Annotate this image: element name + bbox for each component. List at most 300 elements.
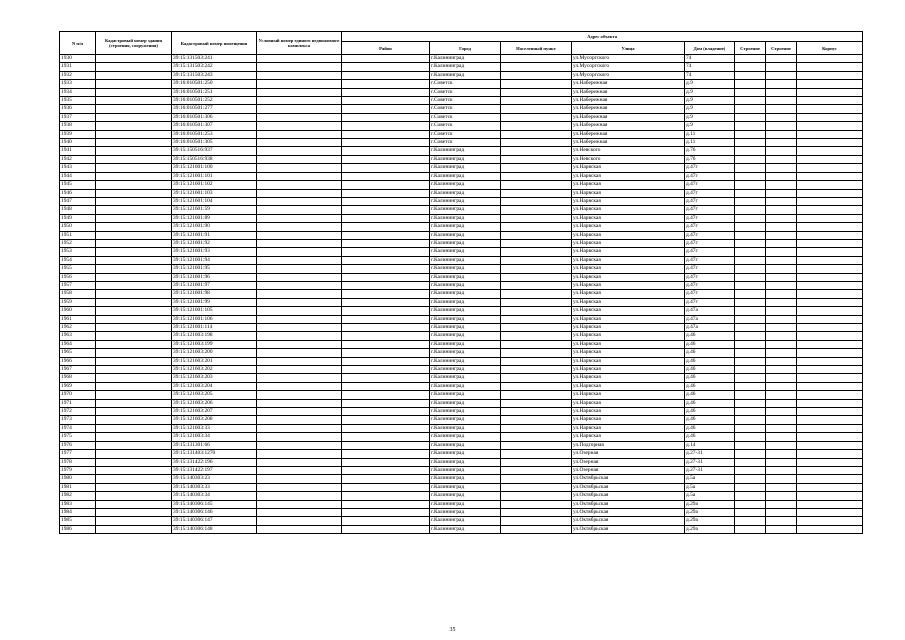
cell-building-1 — [735, 340, 766, 348]
cell-district — [342, 458, 430, 466]
cell-street: ул.Нарвская — [572, 408, 685, 416]
cell-building-2 — [766, 424, 797, 432]
cell-cadastral-building — [96, 155, 172, 163]
cell-complex-number — [257, 189, 342, 197]
table-row — [60, 139, 863, 147]
cell-city: г.Калининград — [430, 256, 501, 264]
cell-complex-number — [257, 475, 342, 483]
table-row — [60, 113, 863, 121]
table-row — [60, 517, 863, 525]
cell-settlement — [501, 88, 572, 96]
cell-corpus — [797, 357, 863, 365]
cell-building-2 — [766, 525, 797, 533]
cell-corpus — [797, 525, 863, 533]
cell-city: г.Калининград — [430, 466, 501, 474]
cell-street: ул.Нарвская — [572, 189, 685, 197]
cell-street: ул.Озерная — [572, 458, 685, 466]
header-num: N п/п — [60, 32, 96, 55]
cell-district — [342, 164, 430, 172]
cell-settlement — [501, 248, 572, 256]
table-row — [60, 155, 863, 163]
cell-corpus — [797, 147, 863, 155]
cell-corpus — [797, 458, 863, 466]
cell-building-2 — [766, 391, 797, 399]
cell-complex-number — [257, 391, 342, 399]
cell-cadastral-building — [96, 349, 172, 357]
header-house: Дом (владение) — [685, 42, 735, 55]
cell-house: д.27-31 — [685, 450, 735, 458]
cell-cadastral-room: 39:16:010501:306 — [172, 113, 257, 121]
cell-settlement — [501, 374, 572, 382]
cell-house: д.47г — [685, 197, 735, 205]
cell-corpus — [797, 374, 863, 382]
cell-cadastral-building — [96, 517, 172, 525]
cell-cadastral-building — [96, 382, 172, 390]
cell-num: 1937 — [60, 113, 96, 121]
cell-street: ул.Мусоргского — [572, 55, 685, 63]
cell-city: г.Калининград — [430, 391, 501, 399]
cell-district — [342, 424, 430, 432]
cell-corpus — [797, 441, 863, 449]
table-row — [60, 492, 863, 500]
cell-corpus — [797, 97, 863, 105]
cell-settlement — [501, 256, 572, 264]
cell-cadastral-room: 39:15:121601:97 — [172, 281, 257, 289]
table-row — [60, 80, 863, 88]
cell-cadastral-room: 39:16:010501:305 — [172, 139, 257, 147]
cell-settlement — [501, 399, 572, 407]
cell-cadastral-building — [96, 399, 172, 407]
cell-city: г.Советск — [430, 88, 501, 96]
cell-street: ул.Нарвская — [572, 424, 685, 432]
cell-house: д.5а — [685, 483, 735, 491]
table-row — [60, 164, 863, 172]
cell-house: 74 — [685, 63, 735, 71]
cell-cadastral-room: 39:15:140303:33 — [172, 483, 257, 491]
cell-settlement — [501, 71, 572, 79]
cell-complex-number — [257, 508, 342, 516]
cell-building-2 — [766, 324, 797, 332]
cell-settlement — [501, 408, 572, 416]
cell-street: ул.Нарвская — [572, 181, 685, 189]
cell-district — [342, 197, 430, 205]
cell-city: г.Калининград — [430, 248, 501, 256]
table-row — [60, 315, 863, 323]
table-row — [60, 374, 863, 382]
cell-cadastral-building — [96, 147, 172, 155]
cell-cadastral-room: 39:16:010501:250 — [172, 80, 257, 88]
cell-house: д.14 — [685, 441, 735, 449]
cell-num: 1971 — [60, 399, 96, 407]
cell-district — [342, 239, 430, 247]
table-row — [60, 172, 863, 180]
cell-cadastral-room: 39:15:140303:34 — [172, 492, 257, 500]
cell-building-2 — [766, 181, 797, 189]
cell-settlement — [501, 340, 572, 348]
table-row — [60, 450, 863, 458]
cell-house: д.9 — [685, 122, 735, 130]
table-row — [60, 63, 863, 71]
cell-complex-number — [257, 416, 342, 424]
table-body — [60, 55, 863, 534]
cell-cadastral-building — [96, 525, 172, 533]
cell-num: 1969 — [60, 382, 96, 390]
cell-complex-number — [257, 492, 342, 500]
cell-num: 1965 — [60, 349, 96, 357]
cell-street: ул.Подгорная — [572, 441, 685, 449]
cell-building-1 — [735, 189, 766, 197]
cell-cadastral-room: 39:15:121601:96 — [172, 273, 257, 281]
cell-building-2 — [766, 281, 797, 289]
table-row — [60, 290, 863, 298]
cell-district — [342, 450, 430, 458]
cell-street: ул.Нарвская — [572, 416, 685, 424]
table-row — [60, 366, 863, 374]
table-row — [60, 55, 863, 63]
cell-cadastral-room: 39:16:010501:277 — [172, 105, 257, 113]
cell-city: г.Калининград — [430, 189, 501, 197]
cell-corpus — [797, 307, 863, 315]
cell-complex-number — [257, 458, 342, 466]
cell-building-2 — [766, 63, 797, 71]
cell-building-1 — [735, 63, 766, 71]
cell-building-2 — [766, 256, 797, 264]
cell-street: ул.Октябрьская — [572, 500, 685, 508]
cell-district — [342, 206, 430, 214]
cell-city: г.Калининград — [430, 315, 501, 323]
cell-street: ул.Нарвская — [572, 332, 685, 340]
cell-cadastral-building — [96, 458, 172, 466]
cell-house: д.9 — [685, 105, 735, 113]
cell-corpus — [797, 399, 863, 407]
cell-num: 1950 — [60, 223, 96, 231]
cell-settlement — [501, 214, 572, 222]
cell-building-2 — [766, 399, 797, 407]
cell-building-1 — [735, 500, 766, 508]
cell-cadastral-room: 39:15:121603:208 — [172, 416, 257, 424]
header-complex-number: Условный номер единого недвижимого комплекса — [257, 32, 342, 55]
cell-street: ул.Нарвская — [572, 349, 685, 357]
cell-complex-number — [257, 399, 342, 407]
cell-district — [342, 155, 430, 163]
cell-settlement — [501, 424, 572, 432]
cell-building-1 — [735, 139, 766, 147]
cell-num: 1951 — [60, 231, 96, 239]
table-row — [60, 349, 863, 357]
cell-cadastral-room: 39:15:140306:145 — [172, 500, 257, 508]
cell-settlement — [501, 517, 572, 525]
cell-complex-number — [257, 525, 342, 533]
cell-district — [342, 63, 430, 71]
cell-num: 1949 — [60, 214, 96, 222]
cell-building-1 — [735, 239, 766, 247]
cell-num: 1956 — [60, 273, 96, 281]
cell-city: г.Калининград — [430, 324, 501, 332]
cell-building-2 — [766, 223, 797, 231]
cell-building-2 — [766, 315, 797, 323]
cell-num: 1954 — [60, 256, 96, 264]
header-building-1: Строение — [735, 42, 766, 55]
cell-corpus — [797, 500, 863, 508]
cell-house: д.29а — [685, 525, 735, 533]
cell-corpus — [797, 189, 863, 197]
cell-building-2 — [766, 508, 797, 516]
cell-corpus — [797, 315, 863, 323]
cell-cadastral-room: 39:15:121601:98 — [172, 290, 257, 298]
cell-corpus — [797, 88, 863, 96]
cell-corpus — [797, 71, 863, 79]
cell-corpus — [797, 206, 863, 214]
cell-city: г.Советск — [430, 80, 501, 88]
cell-complex-number — [257, 281, 342, 289]
cell-num: 1985 — [60, 517, 96, 525]
cell-house: д.46 — [685, 399, 735, 407]
header-street: Улица — [572, 42, 685, 55]
cell-settlement — [501, 80, 572, 88]
table-row — [60, 248, 863, 256]
cell-building-2 — [766, 206, 797, 214]
cell-district — [342, 273, 430, 281]
cell-num: 1966 — [60, 357, 96, 365]
cell-district — [342, 332, 430, 340]
header-city: Город — [430, 42, 501, 55]
cell-building-1 — [735, 55, 766, 63]
cell-cadastral-room: 39:15:121601:101 — [172, 172, 257, 180]
cell-cadastral-room: 39:15:121603:33 — [172, 424, 257, 432]
cell-building-1 — [735, 508, 766, 516]
cell-num: 1945 — [60, 181, 96, 189]
cell-num: 1946 — [60, 189, 96, 197]
page-number: 35 — [449, 627, 456, 633]
cell-cadastral-room: 39:16:010501:252 — [172, 97, 257, 105]
cell-street: ул.Октябрьская — [572, 508, 685, 516]
cell-house: 74 — [685, 55, 735, 63]
cell-street: ул.Набережная — [572, 139, 685, 147]
cell-cadastral-room: 39:15:140306:147 — [172, 517, 257, 525]
cell-street: ул.Нарвская — [572, 273, 685, 281]
cell-building-2 — [766, 382, 797, 390]
cell-district — [342, 97, 430, 105]
cell-corpus — [797, 450, 863, 458]
cell-building-1 — [735, 206, 766, 214]
cell-building-1 — [735, 71, 766, 79]
cell-district — [342, 374, 430, 382]
cell-corpus — [797, 122, 863, 130]
table-row — [60, 231, 863, 239]
cell-num: 1955 — [60, 265, 96, 273]
cell-building-2 — [766, 349, 797, 357]
cell-settlement — [501, 307, 572, 315]
cell-district — [342, 298, 430, 306]
cell-city: г.Калининград — [430, 441, 501, 449]
cell-cadastral-room: 39:15:121601:95 — [172, 265, 257, 273]
header-address-group: Адрес объекта — [342, 32, 863, 42]
cell-building-1 — [735, 307, 766, 315]
cell-street: ул.Нарвская — [572, 281, 685, 289]
cell-district — [342, 525, 430, 533]
cell-num: 1931 — [60, 63, 96, 71]
cell-cadastral-building — [96, 281, 172, 289]
cell-building-2 — [766, 172, 797, 180]
cell-settlement — [501, 206, 572, 214]
cell-cadastral-building — [96, 391, 172, 399]
cell-district — [342, 189, 430, 197]
cell-house: д.47а — [685, 307, 735, 315]
cell-house: д.47г — [685, 265, 735, 273]
cell-house: д.5а — [685, 492, 735, 500]
header-corpus: Корпус — [797, 42, 863, 55]
cell-street: ул.Нарвская — [572, 290, 685, 298]
cell-settlement — [501, 298, 572, 306]
cell-building-1 — [735, 298, 766, 306]
cell-cadastral-building — [96, 63, 172, 71]
cell-district — [342, 223, 430, 231]
cell-cadastral-building — [96, 475, 172, 483]
cell-cadastral-building — [96, 466, 172, 474]
cell-cadastral-room: 39:15:121601:91 — [172, 231, 257, 239]
cell-building-1 — [735, 265, 766, 273]
cell-street: ул.Нарвская — [572, 391, 685, 399]
cell-city: г.Советск — [430, 130, 501, 138]
cell-building-2 — [766, 139, 797, 147]
cell-building-2 — [766, 517, 797, 525]
cell-street: ул.Нарвская — [572, 172, 685, 180]
cell-building-2 — [766, 239, 797, 247]
cell-street: ул.Мусоргского — [572, 63, 685, 71]
cell-building-2 — [766, 332, 797, 340]
cell-cadastral-building — [96, 340, 172, 348]
cell-house: д.11 — [685, 139, 735, 147]
cell-street: ул.Нарвская — [572, 223, 685, 231]
cell-building-2 — [766, 298, 797, 306]
cell-cadastral-room: 39:15:121601:105 — [172, 307, 257, 315]
cell-house: д.47г — [685, 206, 735, 214]
cell-num: 1934 — [60, 88, 96, 96]
cell-city: г.Калининград — [430, 408, 501, 416]
table-row — [60, 382, 863, 390]
cell-city: г.Калининград — [430, 340, 501, 348]
cell-city: г.Калининград — [430, 433, 501, 441]
cell-house: д.9 — [685, 80, 735, 88]
cell-district — [342, 80, 430, 88]
cell-cadastral-building — [96, 424, 172, 432]
cell-corpus — [797, 164, 863, 172]
cell-complex-number — [257, 424, 342, 432]
cell-settlement — [501, 500, 572, 508]
cell-house: д.29а — [685, 517, 735, 525]
cell-house: д.47г — [685, 290, 735, 298]
table-row — [60, 399, 863, 407]
cell-cadastral-building — [96, 256, 172, 264]
cell-settlement — [501, 281, 572, 289]
cell-complex-number — [257, 500, 342, 508]
cell-corpus — [797, 517, 863, 525]
cell-cadastral-building — [96, 408, 172, 416]
cell-cadastral-building — [96, 105, 172, 113]
cell-district — [342, 290, 430, 298]
cell-corpus — [797, 349, 863, 357]
cell-house: д.47г — [685, 164, 735, 172]
cell-street: ул.Нарвская — [572, 231, 685, 239]
cell-street: ул.Нарвская — [572, 256, 685, 264]
cell-building-2 — [766, 500, 797, 508]
cell-corpus — [797, 408, 863, 416]
cell-street: ул.Нарвская — [572, 164, 685, 172]
cell-building-1 — [735, 517, 766, 525]
cell-num: 1942 — [60, 155, 96, 163]
cell-building-2 — [766, 80, 797, 88]
cell-cadastral-room: 39:15:131503:242 — [172, 63, 257, 71]
cell-cadastral-room: 39:15:121603:202 — [172, 366, 257, 374]
cell-building-2 — [766, 483, 797, 491]
cell-district — [342, 475, 430, 483]
cell-settlement — [501, 466, 572, 474]
cell-complex-number — [257, 408, 342, 416]
header-cadastral-room: Кадастровый номер помещения — [172, 32, 257, 55]
cell-district — [342, 366, 430, 374]
cell-building-1 — [735, 155, 766, 163]
cell-street: ул.Октябрьская — [572, 492, 685, 500]
cell-complex-number — [257, 147, 342, 155]
cell-district — [342, 382, 430, 390]
cell-cadastral-building — [96, 130, 172, 138]
cell-num: 1963 — [60, 332, 96, 340]
cell-street: ул.Нарвская — [572, 382, 685, 390]
cell-corpus — [797, 508, 863, 516]
cell-house: д.46 — [685, 349, 735, 357]
cell-settlement — [501, 483, 572, 491]
cell-settlement — [501, 130, 572, 138]
cell-building-2 — [766, 450, 797, 458]
cell-building-1 — [735, 349, 766, 357]
cell-house: д.47г — [685, 239, 735, 247]
cell-corpus — [797, 105, 863, 113]
cell-num: 1939 — [60, 130, 96, 138]
cell-complex-number — [257, 349, 342, 357]
cell-settlement — [501, 475, 572, 483]
cell-cadastral-building — [96, 71, 172, 79]
cell-settlement — [501, 416, 572, 424]
cell-district — [342, 55, 430, 63]
cell-building-1 — [735, 382, 766, 390]
table-row — [60, 273, 863, 281]
cell-cadastral-building — [96, 97, 172, 105]
cell-building-1 — [735, 256, 766, 264]
cell-city: г.Калининград — [430, 424, 501, 432]
cell-city: г.Советск — [430, 105, 501, 113]
table-row — [60, 223, 863, 231]
registry-table — [59, 31, 863, 534]
table-row — [60, 424, 863, 432]
cell-building-2 — [766, 122, 797, 130]
cell-street: ул.Нарвская — [572, 366, 685, 374]
table-row — [60, 500, 863, 508]
cell-settlement — [501, 122, 572, 130]
cell-cadastral-building — [96, 315, 172, 323]
cell-house: д.46 — [685, 382, 735, 390]
cell-complex-number — [257, 231, 342, 239]
cell-cadastral-building — [96, 416, 172, 424]
cell-complex-number — [257, 340, 342, 348]
cell-complex-number — [257, 256, 342, 264]
cell-city: г.Советск — [430, 113, 501, 121]
cell-building-1 — [735, 231, 766, 239]
cell-building-1 — [735, 324, 766, 332]
table-row — [60, 281, 863, 289]
cell-city: г.Советск — [430, 97, 501, 105]
cell-street: ул.Озерная — [572, 450, 685, 458]
cell-street: ул.Нарвская — [572, 298, 685, 306]
